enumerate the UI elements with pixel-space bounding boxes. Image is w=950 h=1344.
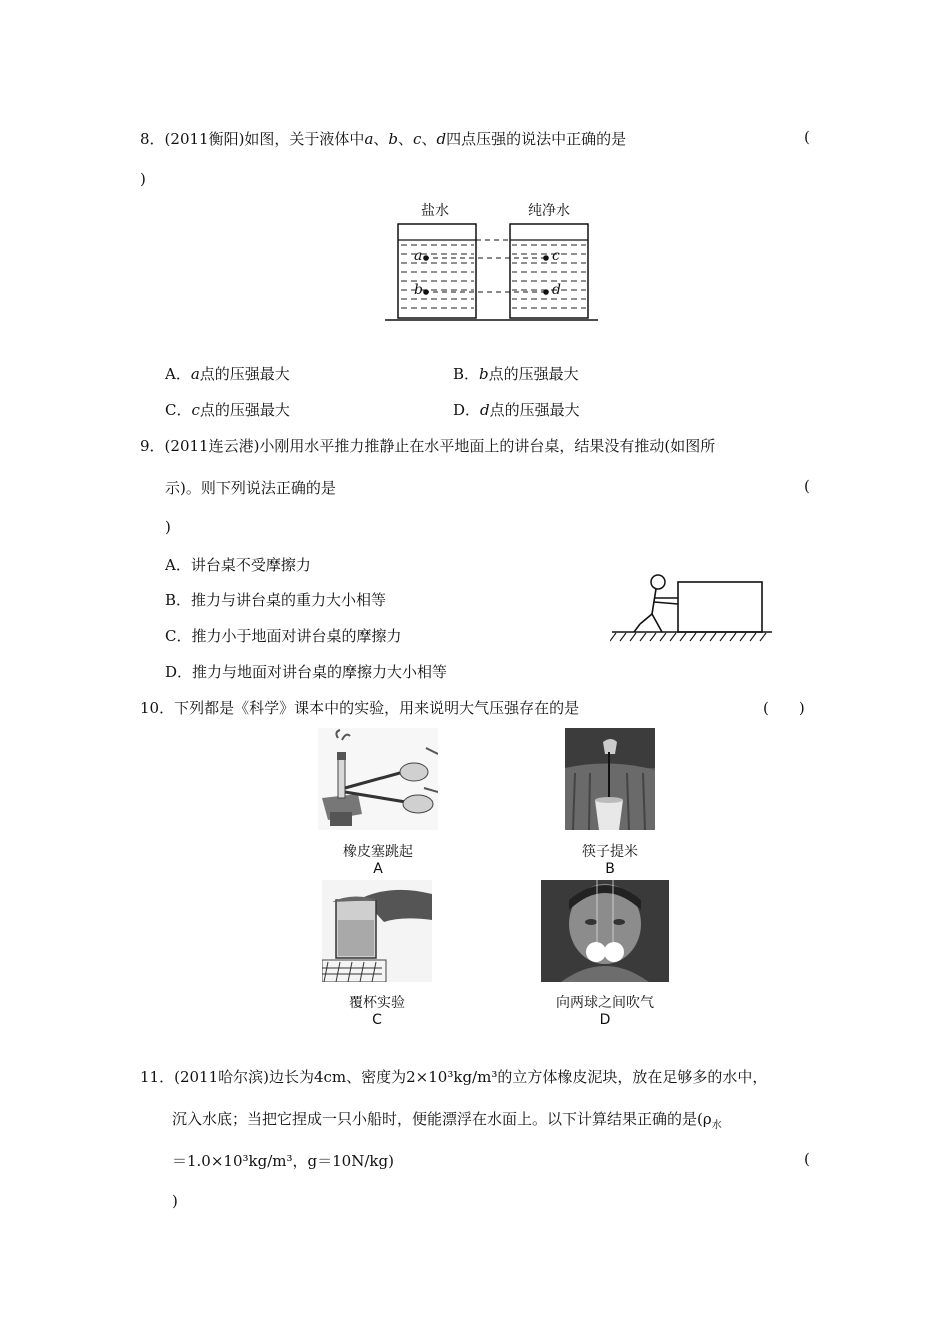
q8-sep: 、 [373, 130, 389, 148]
q8-paren-close: ) [140, 170, 146, 188]
q9-option-b[interactable]: B．推力与讲台桌的重力大小相等 [165, 591, 387, 609]
q10-number: 10． [140, 699, 175, 717]
label-d-text: d [552, 282, 561, 298]
q8-var-a: a [364, 130, 374, 148]
q10-stem-text: 下列都是《科学》课本中的实验，用来说明大气压强存在的是 [174, 699, 580, 717]
option-letter: D． [453, 401, 481, 419]
chopsticks-rice-photo [565, 728, 655, 830]
q8-paren-open: ( [804, 128, 810, 146]
option-var: d [480, 401, 490, 419]
q8-option-c[interactable] [165, 399, 290, 420]
q8-sep: 、 [421, 130, 437, 148]
caption-letter: A [373, 861, 383, 877]
option-text: 点的压强最大 [199, 401, 290, 419]
point-d-dot [543, 289, 549, 295]
label-salt-water: 盐水 [421, 203, 449, 219]
q9-stem-line1 [140, 435, 715, 456]
point-c-dot [543, 255, 549, 261]
label-b-text: b [414, 282, 423, 298]
caption-text: 覆杯实验 [349, 995, 405, 1011]
q10-caption-b [550, 841, 670, 877]
blowing-balls-photo [541, 880, 669, 982]
q8-var-d: d [436, 130, 447, 148]
caption-text: 筷子提米 [582, 844, 638, 860]
q10-image-d[interactable] [541, 880, 669, 982]
option-letter: A． [165, 365, 191, 383]
q9-paren-close: ) [165, 518, 171, 536]
q11-line2-text: 沉入水底；当把它捏成一只小船时，便能漂浮在水面上。以下计算结果正确的是(ρ [172, 1110, 712, 1128]
option-var: b [479, 365, 489, 383]
q10-paren: ( ) [763, 699, 805, 717]
q10-caption-a [318, 841, 438, 877]
q9-number: 9． [140, 437, 165, 455]
desk-box [678, 582, 762, 632]
q8-number: 8． [140, 130, 165, 148]
caption-text: 向两球之间吹气 [556, 995, 654, 1011]
q8-sep: 、 [398, 130, 414, 148]
q8-stem [140, 128, 626, 149]
q8-stem-pre: (2011衡阳)如图，关于液体中 [164, 130, 365, 148]
option-text: 点的压强最大 [199, 365, 290, 383]
q10-stem [140, 697, 579, 718]
q9-stem-line2: 示)。则下列说法正确的是 [165, 479, 336, 497]
label-pure-water: 纯净水 [528, 203, 570, 219]
q8-option-a[interactable] [165, 363, 290, 384]
cup-inversion-photo [322, 880, 432, 982]
rubber-stopper-illustration [318, 728, 438, 830]
option-letter: B． [453, 365, 480, 383]
q8-option-b[interactable] [453, 363, 579, 384]
q8-var-c: c [413, 130, 422, 148]
q9-figure [610, 568, 775, 648]
q10-image-c[interactable] [322, 880, 432, 982]
option-letter: C． [165, 401, 192, 419]
caption-letter: C [372, 1012, 382, 1028]
q9-option-c[interactable]: C．推力小于地面对讲台桌的摩擦力 [165, 627, 402, 645]
q8-figure [380, 196, 600, 331]
q9-option-d[interactable]: D．推力与地面对讲台桌的摩擦力大小相等 [165, 663, 448, 681]
label-a [414, 248, 422, 264]
label-b [414, 282, 423, 298]
label-c-text: c [552, 248, 560, 264]
point-a-dot [423, 255, 429, 261]
q8-option-d[interactable] [453, 399, 580, 420]
caption-text: 橡皮塞跳起 [343, 844, 413, 860]
q10-caption-d [540, 992, 670, 1028]
q10-caption-c [317, 992, 437, 1028]
q11-stem-line1 [140, 1066, 767, 1087]
q10-image-b[interactable] [565, 728, 655, 830]
rho-subscript: 水 [711, 1120, 722, 1131]
q11-stem-line3: ＝1.0×10³kg/m³，g＝10N/kg) [172, 1152, 394, 1170]
q11-stem-line2 [172, 1108, 722, 1131]
option-var: c [191, 401, 200, 419]
q11-number: 11． [140, 1068, 175, 1086]
q8-var-b: b [388, 130, 399, 148]
point-b-dot [423, 289, 429, 295]
q9-line1-text: (2011连云港)小刚用水平推力推静止在水平地面上的讲台桌，结果没有推动(如图所 [164, 437, 716, 455]
q11-line1-text: (2011哈尔滨)边长为4cm、密度为2×10³kg/m³的立方体橡皮泥块，放在足够多的水中， [174, 1068, 768, 1086]
option-text: 点的压强最大 [488, 365, 579, 383]
q9-option-a[interactable]: A．讲台桌不受摩擦力 [165, 556, 311, 574]
caption-letter: B [605, 861, 615, 877]
q10-image-a[interactable] [318, 728, 438, 830]
caption-letter: D [599, 1012, 611, 1028]
person-head [651, 575, 665, 589]
label-c [552, 248, 560, 264]
pushing-desk-diagram [610, 568, 775, 648]
label-a-text: a [414, 248, 423, 264]
q8-stem-post: 四点压强的说法中正确的是 [446, 130, 627, 148]
q11-paren-open: ( [804, 1150, 810, 1168]
q9-paren-open: ( [804, 477, 810, 495]
option-text: 点的压强最大 [489, 401, 580, 419]
label-d [552, 282, 561, 298]
option-var: a [190, 365, 200, 383]
q11-paren-close: ) [172, 1192, 178, 1210]
